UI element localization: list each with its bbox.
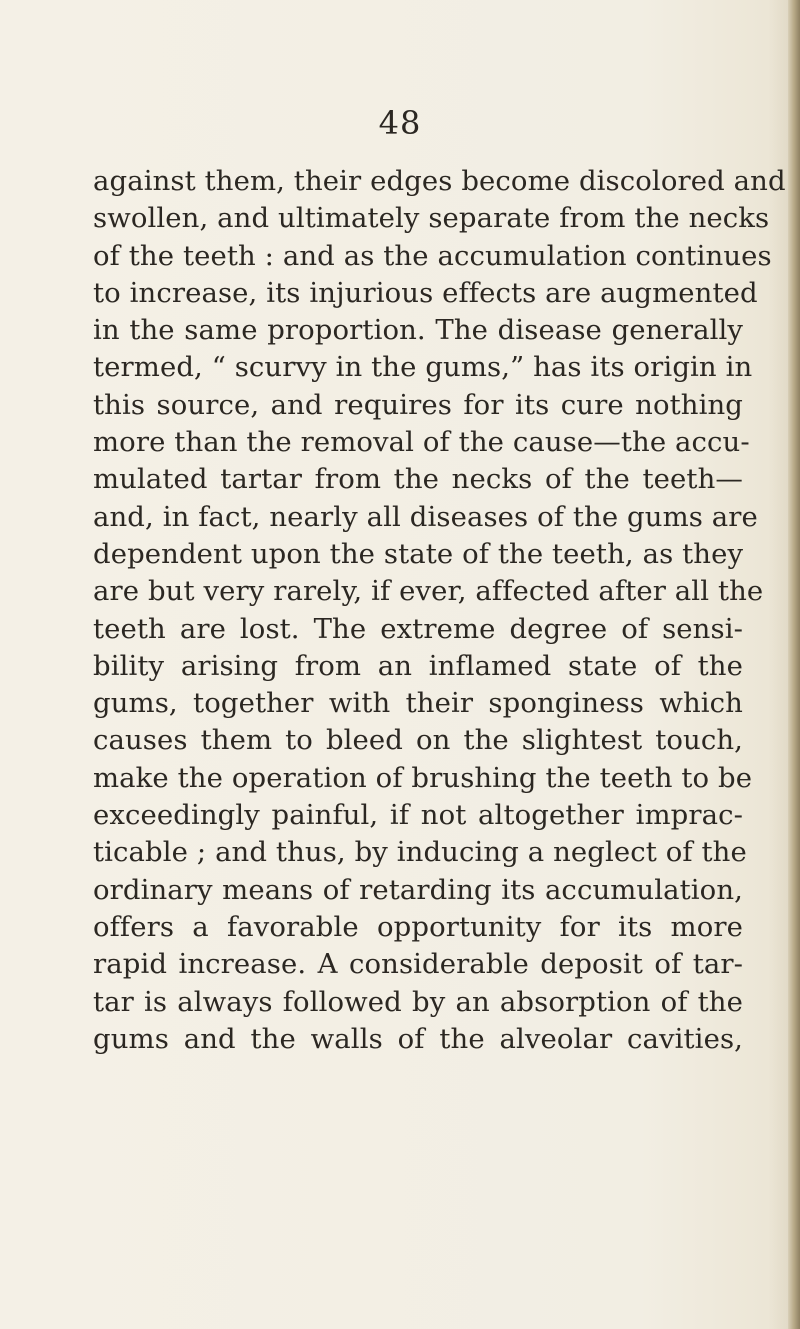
text-line: gums, together with their sponginess which	[93, 687, 743, 720]
text-line: of the teeth : and as the accumulation continues	[93, 239, 772, 272]
text-line: against them, their edges become discolored and	[93, 165, 786, 197]
page-number: 48	[378, 104, 422, 142]
text-line: and, in fact, nearly all diseases of the gums are	[93, 500, 758, 533]
text-line: teeth are lost. The extreme degree of sensi-	[93, 612, 743, 645]
text-line: make the operation of brushing the teeth to be	[93, 761, 753, 794]
text-line: offers a favorable opportunity for its more	[93, 910, 743, 943]
text-line: swollen, and ultimately separate from the necks	[93, 202, 770, 235]
text-line: gums and the walls of the alveolar cavities,	[93, 1022, 743, 1055]
text-line: ticable ; and thus, by inducing a neglect of the	[93, 836, 747, 869]
text-line: this source, and requires for its cure nothing	[93, 388, 743, 421]
text-line: in the same proportion. The disease generally	[93, 314, 743, 347]
text-line: tar is always followed by an absorption of the	[93, 985, 743, 1018]
text-line: to increase, its injurious effects are augmented	[93, 276, 758, 309]
text-line: exceedingly painful, if not altogether imprac-	[93, 799, 743, 832]
text-line: rapid increase. A considerable deposit of tar-	[93, 948, 743, 981]
text-line: more than the removal of the cause—the accu-	[93, 426, 750, 459]
page-edge-shadow	[788, 0, 800, 1329]
text-line: causes them to bleed on the slightest touch,	[93, 724, 743, 757]
text-line: termed, “ scurvy in the gums,” has its origin in	[93, 351, 753, 384]
text-line: mulated tartar from the necks of the teeth—	[93, 463, 743, 496]
text-line: bility arising from an inflamed state of the	[93, 649, 743, 682]
body-text	[93, 163, 786, 1058]
text-line: ordinary means of retarding its accumulation,	[93, 873, 743, 906]
text-line: are but very rarely, if ever, affected after all the	[93, 575, 764, 608]
text-line: dependent upon the state of the teeth, as they	[93, 537, 744, 570]
